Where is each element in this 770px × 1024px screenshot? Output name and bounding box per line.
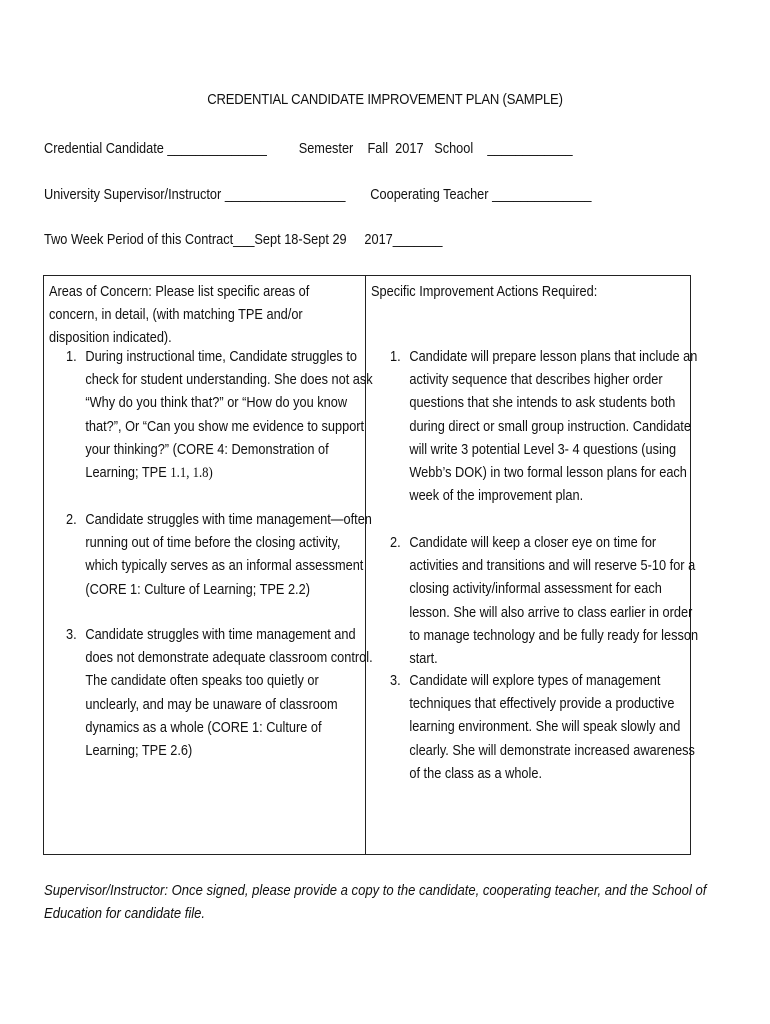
cooperating-teacher-blank[interactable]: ______________ xyxy=(492,187,592,203)
action-item-2-text: Candidate will keep a closer eye on time for activities and transitions and will reserve 5-10 for a closing activity/informal assessment for each lesson. She will also arrive to class earlier in order to manage technology and be fully ready for lesson start. xyxy=(409,535,699,668)
footer-instruction: Supervisor/Instructor: Once signed, please provide a copy to the candidate, cooperating teacher, and the School of Education for candidate file. xyxy=(44,883,707,922)
action-item-1-text: Candidate will prepare lesson plans that include an activity sequence that describes higher order questions that she intends to ask students both during direct or small group instruction. Candidate will write 3 potential Level 3- 4 questions (using Webb’s DOK) in two formal lesson plans for each week of the improvement plan. xyxy=(409,349,698,505)
areas-of-concern-column xyxy=(44,276,373,854)
candidate-row xyxy=(44,141,573,157)
concern-item-1-tpe: 1.1, 1.8) xyxy=(170,465,213,482)
improvement-plan-table xyxy=(43,275,699,855)
concern-item-1-number: 1. xyxy=(66,349,77,365)
school-blank[interactable]: ____________ xyxy=(487,141,573,157)
concern-item-1-body: During instructional time, Candidate struggles to check for student understanding. She does not ask “Why do you think that?” or “How do you know that?”, Or “Can you show me evidence to support your thinking?” (CORE 4: Demonstration of Learning; TPE xyxy=(85,349,373,482)
period-label: Two Week Period of this Contract xyxy=(44,232,234,248)
action-item-3-text: Candidate will explore types of management techniques that effectively provide a productive learning environment. She will speak slowly and clearly. She will demonstrate increased awareness of the class as a whole. xyxy=(409,673,695,782)
action-item-3-number: 3. xyxy=(390,673,401,689)
concern-item-2-number: 2. xyxy=(66,512,77,528)
contract-period-row xyxy=(44,232,442,248)
concern-item-1-text xyxy=(85,346,375,485)
supervisor-blank[interactable]: _________________ xyxy=(224,187,346,203)
document-title: CREDENTIAL CANDIDATE IMPROVEMENT PLAN (SAMPLE) xyxy=(207,92,563,108)
period-value: ___Sept 18-Sept 29 2017_______ xyxy=(233,232,443,248)
action-item-2-number: 2. xyxy=(390,535,401,551)
improvement-actions-header: Specific Improvement Actions Required: xyxy=(371,284,598,300)
concern-item-2-text: Candidate struggles with time management—often running out of time before the closing activity, which typically serves as an informal assessment (CORE 1: Culture of Learning; TPE 2.2) xyxy=(85,512,372,598)
semester-label: Semester xyxy=(298,141,354,157)
concern-item-3-text: Candidate struggles with time management and does not demonstrate adequate classroom control. The candidate often speaks too quietly or unclearly, and may be unaware of classroom dynamics as a whole (CORE 1: Culture of Learning; TPE 2.6) xyxy=(85,627,373,760)
candidate-blank[interactable]: ______________ xyxy=(167,141,267,157)
candidate-label: Credential Candidate xyxy=(44,141,164,157)
cooperating-teacher-label: Cooperating Teacher xyxy=(370,187,489,203)
concern-item-3-number: 3. xyxy=(66,627,77,643)
supervisor-label: University Supervisor/Instructor xyxy=(44,187,222,203)
semester-value: Fall 2017 xyxy=(367,141,424,157)
supervisor-row xyxy=(44,187,591,203)
areas-of-concern-header: Areas of Concern: Please list specific areas of concern, in detail, (with matching TPE and/or disposition indicated). xyxy=(49,284,310,346)
action-item-1-number: 1. xyxy=(390,349,401,365)
school-label: School xyxy=(434,141,474,157)
improvement-actions-column xyxy=(366,276,699,854)
